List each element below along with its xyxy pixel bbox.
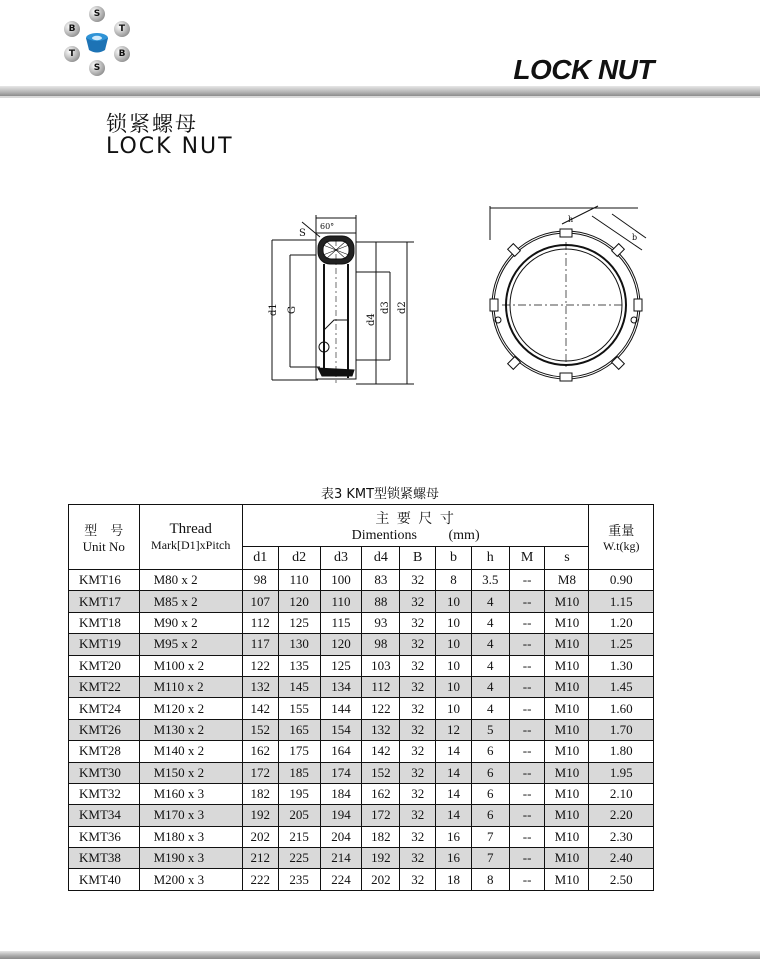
table-cell: 98 [362, 634, 400, 655]
table-cell: KMT26 [69, 719, 140, 740]
label-b: b [632, 233, 638, 242]
table-cell: 164 [320, 741, 362, 762]
table-cell: -- [509, 655, 545, 676]
table-cell: 2.40 [589, 848, 654, 869]
table-cell: KMT18 [69, 612, 140, 633]
table-cell: KMT17 [69, 591, 140, 612]
table-cell: 117 [242, 634, 278, 655]
table-cell: 10 [436, 591, 472, 612]
table-row [69, 655, 654, 676]
table-cell: 1.25 [589, 634, 654, 655]
table-cell: 88 [362, 591, 400, 612]
table-cell: 32 [400, 634, 436, 655]
header-dims-en: Dimentions [351, 527, 417, 543]
table-cell: 165 [278, 719, 320, 740]
table-row [69, 848, 654, 869]
table-cell: 145 [278, 676, 320, 697]
spec-table [68, 504, 654, 891]
col-header: b [436, 547, 472, 570]
table-cell: M85 x 2 [139, 591, 242, 612]
table-caption: 表3 KMT型锁紧螺母 [320, 487, 440, 502]
table-cell: -- [509, 826, 545, 847]
header-weight [589, 505, 654, 570]
table-cell: -- [509, 719, 545, 740]
table-cell: 214 [320, 848, 362, 869]
table-cell: 12 [436, 719, 472, 740]
table-cell: 32 [400, 655, 436, 676]
table-cell: M10 [545, 741, 589, 762]
table-cell: 14 [436, 783, 472, 804]
table-cell: M10 [545, 698, 589, 719]
table-cell: 32 [400, 741, 436, 762]
table-cell: 235 [278, 869, 320, 890]
table-cell: 6 [471, 762, 509, 783]
table-cell: 0.90 [589, 570, 654, 591]
table-cell: 4 [471, 591, 509, 612]
table-cell: 202 [362, 869, 400, 890]
table-cell: M10 [545, 826, 589, 847]
table-row [69, 869, 654, 890]
table-cell: KMT38 [69, 848, 140, 869]
table-cell: M8 [545, 570, 589, 591]
table-cell: M10 [545, 634, 589, 655]
table-cell: KMT30 [69, 762, 140, 783]
logo-ball: S [89, 60, 105, 76]
table-cell: -- [509, 869, 545, 890]
table-cell: 1.60 [589, 698, 654, 719]
table-cell: M110 x 2 [139, 676, 242, 697]
table-cell: 125 [278, 612, 320, 633]
table-cell: KMT20 [69, 655, 140, 676]
table-cell: 100 [320, 570, 362, 591]
table-cell: 184 [320, 783, 362, 804]
table-cell: 120 [320, 634, 362, 655]
side-view [272, 215, 414, 384]
table-cell: KMT36 [69, 826, 140, 847]
table-cell: 32 [400, 783, 436, 804]
col-header: d3 [320, 547, 362, 570]
header-weight-cn: 重量 [608, 523, 635, 538]
label-d3: d3 [380, 301, 391, 314]
table-row [69, 676, 654, 697]
table-cell: 32 [400, 698, 436, 719]
logo-ball: B [114, 46, 130, 62]
table-cell: 205 [278, 805, 320, 826]
table-row [69, 698, 654, 719]
table-cell: 1.80 [589, 741, 654, 762]
table-cell: 32 [400, 762, 436, 783]
table-cell: KMT28 [69, 741, 140, 762]
table-cell: 4 [471, 698, 509, 719]
label-s: S [299, 228, 306, 239]
table-cell: 10 [436, 676, 472, 697]
table-cell: 182 [242, 783, 278, 804]
table-cell: 4 [471, 634, 509, 655]
table-cell: 172 [362, 805, 400, 826]
logo-ball: T [114, 21, 130, 37]
label-d1: d1 [268, 303, 279, 316]
table-row [69, 719, 654, 740]
label-g: G [287, 306, 298, 314]
table-cell: -- [509, 698, 545, 719]
table-cell: 32 [400, 591, 436, 612]
table-cell: 3.5 [471, 570, 509, 591]
table-cell: 142 [242, 698, 278, 719]
table-cell: -- [509, 762, 545, 783]
table-row [69, 570, 654, 591]
table-row [69, 805, 654, 826]
table-cell: 6 [471, 783, 509, 804]
table-cell: 224 [320, 869, 362, 890]
table-cell: 142 [362, 741, 400, 762]
table-cell: M200 x 3 [139, 869, 242, 890]
table-cell: 2.50 [589, 869, 654, 890]
header-thread-line2: Mark[D1]xPitch [151, 538, 231, 552]
table-cell: 4 [471, 612, 509, 633]
table-cell: M150 x 2 [139, 762, 242, 783]
header-thread [139, 505, 242, 570]
table-cell: 122 [362, 698, 400, 719]
table-cell: M90 x 2 [139, 612, 242, 633]
table-cell: 2.10 [589, 783, 654, 804]
table-cell: 10 [436, 655, 472, 676]
table-cell: 16 [436, 826, 472, 847]
spec-table-body [69, 570, 654, 891]
table-cell: KMT32 [69, 783, 140, 804]
table-cell: M10 [545, 869, 589, 890]
page-title-cn: 锁紧螺母 [106, 112, 198, 136]
table-cell: 32 [400, 719, 436, 740]
col-header: d4 [362, 547, 400, 570]
label-angle: 60° [320, 222, 335, 231]
col-header: s [545, 547, 589, 570]
table-cell: 14 [436, 741, 472, 762]
label-h: h [568, 215, 574, 224]
table-cell: 204 [320, 826, 362, 847]
table-cell: 32 [400, 848, 436, 869]
table-cell: 172 [242, 762, 278, 783]
table-row [69, 591, 654, 612]
table-cell: 7 [471, 826, 509, 847]
table-cell: 175 [278, 741, 320, 762]
label-d4: d4 [366, 313, 377, 326]
header-unit-cn: 型 号 [84, 522, 124, 538]
table-cell: KMT16 [69, 570, 140, 591]
header-dims-cn: 主 要 尺 寸 [375, 511, 456, 527]
table-cell: 125 [320, 655, 362, 676]
table-cell: M10 [545, 591, 589, 612]
table-cell: 120 [278, 591, 320, 612]
table-cell: 83 [362, 570, 400, 591]
col-header: d2 [278, 547, 320, 570]
table-cell: 1.45 [589, 676, 654, 697]
table-cell: 98 [242, 570, 278, 591]
header-rule [0, 86, 760, 96]
table-cell: 225 [278, 848, 320, 869]
header-dims-unit: (mm) [448, 527, 480, 543]
col-header: B [400, 547, 436, 570]
table-cell: M80 x 2 [139, 570, 242, 591]
table-cell: -- [509, 570, 545, 591]
table-cell: 1.15 [589, 591, 654, 612]
table-cell: 32 [400, 869, 436, 890]
table-cell: 144 [320, 698, 362, 719]
logo-ball: B [64, 21, 80, 37]
col-header: h [471, 547, 509, 570]
header-rule-light [0, 96, 760, 98]
table-cell: 132 [362, 719, 400, 740]
table-cell: 32 [400, 570, 436, 591]
table-cell: KMT34 [69, 805, 140, 826]
table-cell: 162 [242, 741, 278, 762]
table-row [69, 612, 654, 633]
table-cell: M130 x 2 [139, 719, 242, 740]
table-row [69, 741, 654, 762]
table-cell: 7 [471, 848, 509, 869]
page-title-en: LOCK NUT [106, 134, 234, 159]
table-cell: 110 [320, 591, 362, 612]
table-cell: -- [509, 783, 545, 804]
table-cell: M140 x 2 [139, 741, 242, 762]
table-row [69, 783, 654, 804]
footer-rule [0, 951, 760, 959]
header-weight-en: W.t(kg) [602, 539, 640, 553]
table-cell: 222 [242, 869, 278, 890]
table-cell: KMT40 [69, 869, 140, 890]
table-cell: 6 [471, 741, 509, 762]
table-cell: 4 [471, 655, 509, 676]
table-cell: M120 x 2 [139, 698, 242, 719]
table-cell: -- [509, 741, 545, 762]
table-cell: 8 [471, 869, 509, 890]
nut-icon [85, 32, 109, 54]
table-cell: 155 [278, 698, 320, 719]
table-cell: 110 [278, 570, 320, 591]
table-cell: 103 [362, 655, 400, 676]
table-cell: M170 x 3 [139, 805, 242, 826]
brand-logo [56, 6, 138, 78]
header-title: LOCK NUT [513, 54, 654, 85]
table-cell: 152 [242, 719, 278, 740]
table-cell: 93 [362, 612, 400, 633]
table-row [69, 826, 654, 847]
table-cell: 18 [436, 869, 472, 890]
table-cell: M100 x 2 [139, 655, 242, 676]
table-cell: -- [509, 634, 545, 655]
table-cell: 1.70 [589, 719, 654, 740]
table-cell: 132 [242, 676, 278, 697]
table-cell: 10 [436, 612, 472, 633]
table-cell: 134 [320, 676, 362, 697]
col-header: M [509, 547, 545, 570]
col-header: d1 [242, 547, 278, 570]
table-cell: 152 [362, 762, 400, 783]
table-cell: M190 x 3 [139, 848, 242, 869]
table-cell: 115 [320, 612, 362, 633]
table-row [69, 634, 654, 655]
table-cell: M10 [545, 719, 589, 740]
header-unit-en: Unit No [82, 538, 125, 554]
table-cell: 32 [400, 826, 436, 847]
table-cell: 107 [242, 591, 278, 612]
table-cell: 195 [278, 783, 320, 804]
table-cell: 2.20 [589, 805, 654, 826]
table-cell: 174 [320, 762, 362, 783]
table-cell: 32 [400, 676, 436, 697]
table-cell: -- [509, 591, 545, 612]
table-cell: KMT24 [69, 698, 140, 719]
table-cell: 2.30 [589, 826, 654, 847]
table-cell: 185 [278, 762, 320, 783]
table-cell: 194 [320, 805, 362, 826]
table-cell: 112 [242, 612, 278, 633]
table-cell: M10 [545, 783, 589, 804]
table-cell: 10 [436, 634, 472, 655]
table-cell: 5 [471, 719, 509, 740]
table-cell: -- [509, 612, 545, 633]
table-cell: M10 [545, 655, 589, 676]
table-cell: 135 [278, 655, 320, 676]
table-cell: 1.30 [589, 655, 654, 676]
label-d2: d2 [397, 301, 408, 314]
table-cell: 4 [471, 676, 509, 697]
table-cell: 192 [242, 805, 278, 826]
table-cell: -- [509, 848, 545, 869]
table-cell: -- [509, 676, 545, 697]
table-cell: 10 [436, 698, 472, 719]
header-thread-line1: Thread [169, 521, 212, 537]
table-cell: 1.20 [589, 612, 654, 633]
table-row [69, 762, 654, 783]
table-cell: 32 [400, 612, 436, 633]
logo-ball: T [64, 46, 80, 62]
table-cell: 162 [362, 783, 400, 804]
table-cell: M10 [545, 762, 589, 783]
table-cell: 130 [278, 634, 320, 655]
header-dimensions [242, 505, 589, 547]
table-cell: 8 [436, 570, 472, 591]
table-cell: KMT22 [69, 676, 140, 697]
table-cell: 112 [362, 676, 400, 697]
table-cell: 192 [362, 848, 400, 869]
table-cell: 16 [436, 848, 472, 869]
table-cell: M160 x 3 [139, 783, 242, 804]
table-cell: M10 [545, 805, 589, 826]
table-cell: 32 [400, 805, 436, 826]
table-cell: M180 x 3 [139, 826, 242, 847]
table-cell: -- [509, 805, 545, 826]
header-unit [69, 505, 140, 570]
lock-nut-drawing [262, 200, 682, 410]
table-cell: 182 [362, 826, 400, 847]
table-cell: 212 [242, 848, 278, 869]
front-view [490, 206, 646, 381]
logo-ball: S [89, 6, 105, 22]
table-cell: KMT19 [69, 634, 140, 655]
table-cell: 14 [436, 805, 472, 826]
table-cell: 215 [278, 826, 320, 847]
table-cell: M95 x 2 [139, 634, 242, 655]
table-cell: 154 [320, 719, 362, 740]
table-cell: 6 [471, 805, 509, 826]
table-cell: 14 [436, 762, 472, 783]
table-cell: 202 [242, 826, 278, 847]
table-cell: M10 [545, 612, 589, 633]
table-cell: 122 [242, 655, 278, 676]
table-cell: M10 [545, 848, 589, 869]
table-cell: 1.95 [589, 762, 654, 783]
table-cell: M10 [545, 676, 589, 697]
